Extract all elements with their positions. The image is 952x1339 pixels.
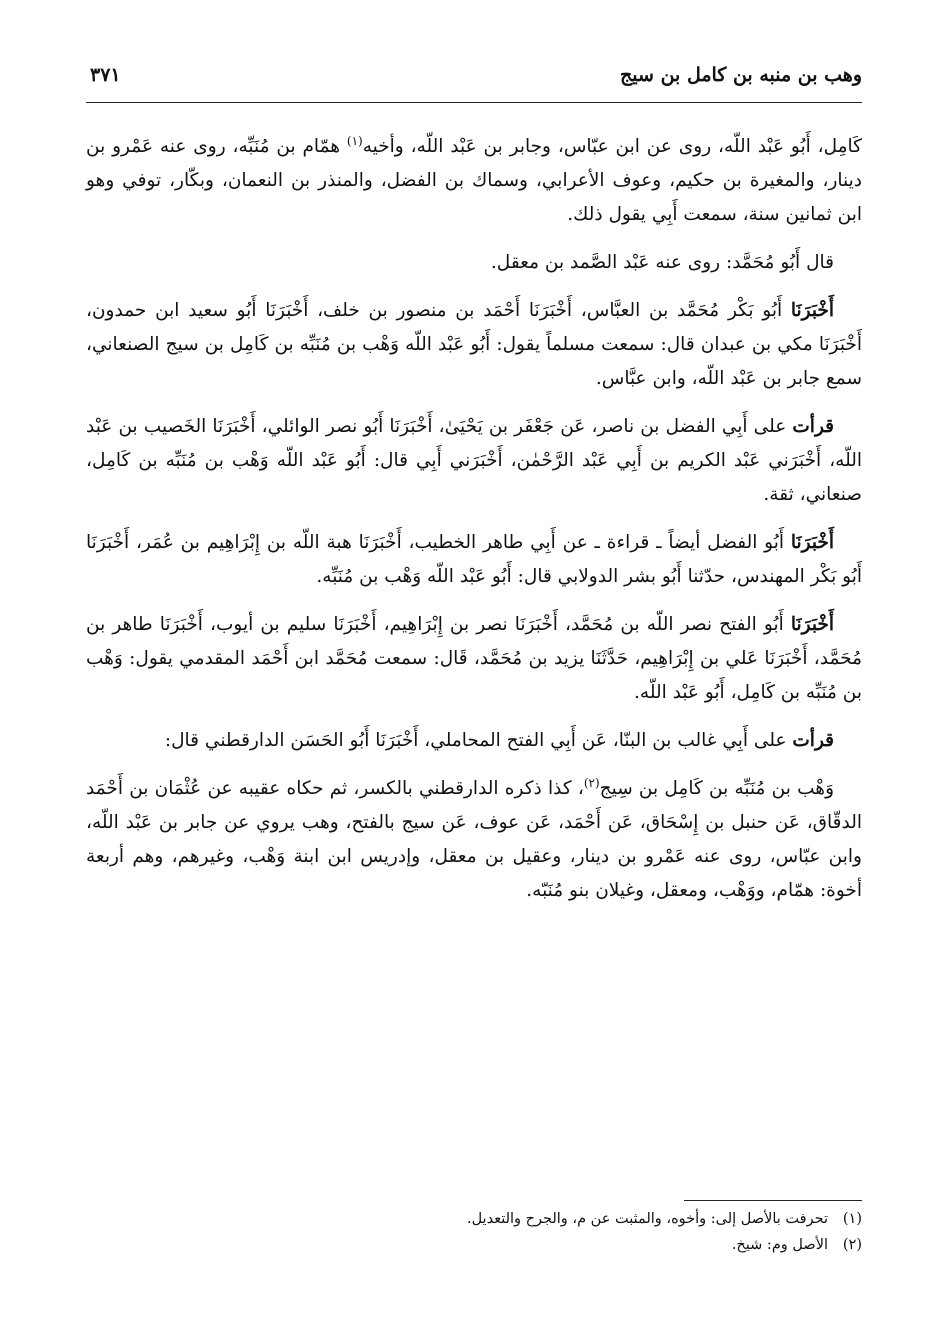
footnote-1-text: تحرفت بالأصل إلى: وأخوه، والمثبت عن م، والجرح والتعديل. [466,1211,828,1227]
paragraph-3-text: أَبُو بَكْر مُحَمَّد بن العبَّاس، أَخْبَرَنَا أَحْمَد بن منصور بن خلف، أَخْبَرَنَا أَبُو سعيد ابن حمدون، أَخْبَرَنَا مكي بن عبدان قال: سمعت مسلماً يقول: أَبُو عَبْد اللّه وَهْب بن مُنَبِّه بن كَامِل بن سيج الصنعاني، سمع جابر بن عَبْد اللّه، وابن عبَّاس. [86,300,862,389]
page-number: ٣٧١ [90,64,121,86]
page-header [86,58,862,103]
paragraph-4-lead: قرأت [792,416,834,437]
paragraph-3-lead: أَخْبَرَنَا [790,300,834,321]
footnote-1 [86,1206,862,1232]
footnote-divider [684,1200,862,1201]
paragraph-3 [86,294,862,396]
paragraph-6 [86,608,862,710]
paragraph-8-text-a: وَهْب بن مُنَبِّه بن كَامِل بن سِيج [599,778,835,799]
paragraph-5 [86,526,862,594]
paragraph-7 [86,724,862,758]
paragraph-8-text-b: ، كذا ذكره الدارقطني بالكسر، ثم حكاه عقيبه عن عُثْمَان بن أَحْمَد الدقّاق، عَن حنبل بن إِسْحَاق، عَن أَحْمَد، عَن عوف، عَن سيج بالفتح، وهب يروي عن جابر بن عَبْد اللّه، وابن عبّاس، روى عنه عَمْرو بن دينار، وعقيل بن معقل، وإدريس ابن ابنة وَهْب، وغيرهم، وهم أربعة أخوة: همّام، ووَهْب، ومعقل، وغيلان بنو مُنَبّه. [86,778,862,901]
paragraph-4 [86,410,862,512]
paragraph-1-text-a: كَامِل، أَبُو عَبْد اللّه، روى عن ابن عبّاس، وجابر بن عَبْد اللّه، وأخيه [362,136,862,157]
paragraph-7-text: على أَبِي غالب بن البنّا، عَن أَبِي الفتح المحاملي، أَخْبَرَنَا أَبُو الحَسَن الدارقطني قال: [164,730,793,751]
paragraph-7-lead: قرأت [792,730,834,751]
paragraph-2 [86,246,862,280]
footnotes [86,1206,862,1258]
paragraph-6-text: أَبُو الفتح نصر اللّه بن مُحَمَّد، أَخْبَرَنَا نصر بن إِبْرَاهِيم، أَخْبَرَنَا سليم بن أيوب، أَخْبَرَنَا طاهر بن مُحَمَّد، أَخْبَرَنَا عَلي بن إِبْرَاهِيم، حَدَّثَنَا يزيد بن مُحَمَّد، قَال: سمعت مُحَمَّد ابن أَحْمَد المقدمي يقول: وَهْب بن مُنَبِّه بن كَامِل، أَبُو عَبْد اللّه. [86,614,862,703]
paragraph-2-text: قال أَبُو مُحَمَّد: روى عنه عَبْد الصَّمد بن معقل. [490,252,834,273]
main-text [86,130,862,922]
footnote-ref-1: (١) [346,133,363,148]
paragraph-1 [86,130,862,232]
paragraph-8 [86,772,862,908]
footnote-2-text: الأصل وم: شيخ. [731,1237,828,1253]
paragraph-6-lead: أَخْبَرَنَا [790,614,834,635]
paragraph-5-text: أَبُو الفضل أيضاً ـ قراءة ـ عن أَبِي طاهر الخطيب، أَخْبَرَنَا هبة اللّه بن إِبْرَاهِيم بن عُمَر، أَخْبَرَنَا أَبُو بَكْر المهندس، حدّثنا أَبُو بشر الدولابي قال: أَبُو عَبْد اللّه وَهْب بن مُنَبِّه. [86,532,862,587]
paragraph-5-lead: أَخْبَرَنَا [790,532,834,553]
footnote-2 [86,1232,862,1258]
footnote-ref-2: (٢) [583,775,600,790]
paragraph-1-text-b: همّام بن مُنَبِّه، روى عنه عَمْرو بن دينار، والمغيرة بن حكيم، وعوف الأعرابي، وسماك بن الفضل، والمنذر بن النعمان، وبكّار، توفي وهو ابن ثمانين سنة، سمعت أَبِي يقول ذلك. [86,136,862,225]
footnote-2-number: (٢) [842,1237,862,1253]
running-title: وهب بن منبه بن كامل بن سيج [620,64,862,86]
footnote-1-number: (١) [842,1211,862,1227]
paragraph-4-text: على أَبِي الفضل بن ناصر، عَن جَعْفَر بن يَحْيَىٰ، أَخْبَرَنَا أَبُو نصر الوائلي، أَخْبَرَنَا الخَصيب بن عَبْد اللّه، أَخْبَرَني عَبْد الكريم بن أَبِي عَبْد الرَّحْمٰن، أَخْبَرَني أَبِي قال: أَبُو عَبْد اللّه وَهْب بن مُنَبِّه بن كَامِل، صنعاني، ثقة. [86,416,862,505]
